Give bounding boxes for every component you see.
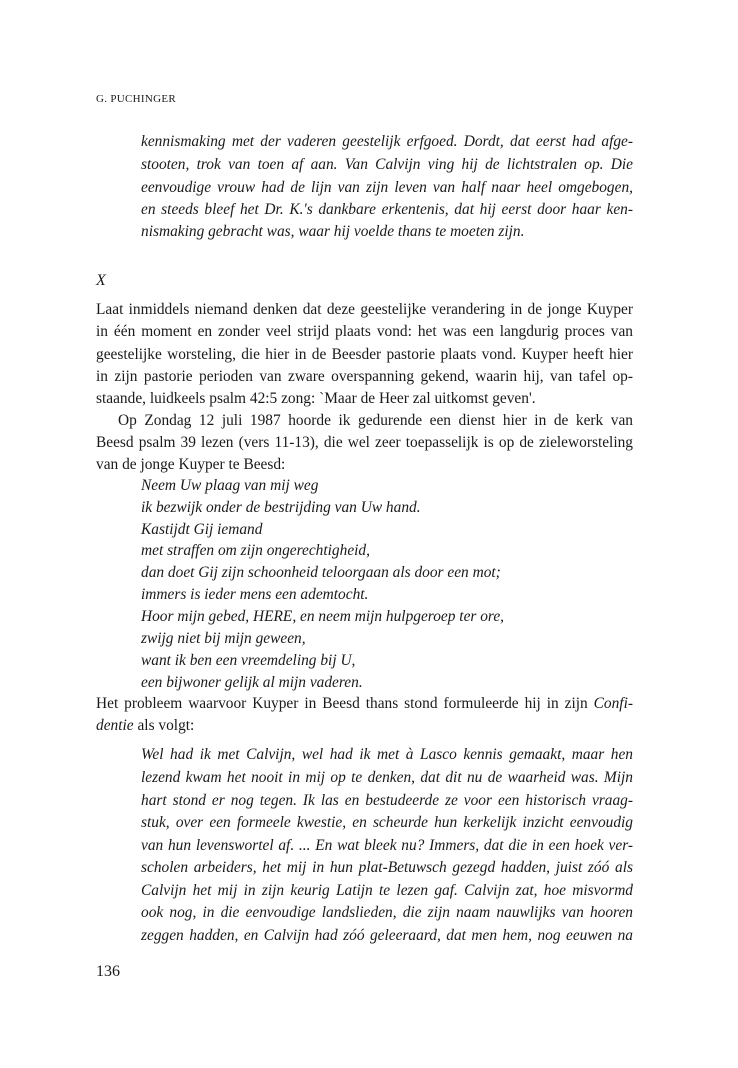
paragraph-line: Beesd psalm 39 lezen (vers 11-13), die wel zeer toepasselijk is op de zieleworsteling — [96, 434, 633, 451]
running-head: G. PUCHINGER — [96, 93, 176, 105]
psalm-verse-line: dan doet Gij zijn schoonheid teloorgaan als door een mot; — [141, 564, 501, 581]
paragraph-text: als volgt: — [137, 717, 195, 734]
psalm-verse-line: immers is ieder mens een ademtocht. — [141, 586, 369, 603]
quote-top-line: stooten, trok van toen af aan. Van Calvijn ving hij de lichtstralen op. Die — [141, 156, 633, 173]
quote-top-line: en steeds bleef het Dr. K.'s dankbare erkentenis, dat hij eerst door haar ken- — [141, 201, 633, 218]
quote-bottom-line: lezend kwam het nooit in mij op te denken, dat dit nu de waarheid was. Mijn — [141, 769, 633, 786]
psalm-verse-line: met straffen om zijn ongerechtigheid, — [141, 542, 370, 559]
psalm-verse-line: Neem Uw plaag van mij weg — [141, 477, 319, 494]
paragraph-line: van de jonge Kuyper te Beesd: — [96, 456, 286, 473]
paragraph-line: in zijn pastorie perioden van zware overspanning gekend, waarin hij, van tafel op- — [96, 368, 633, 385]
quote-bottom-line: van hun levenswortel af. ... En wat bleek nu? Immers, dat die in een hoek ver- — [141, 837, 633, 854]
quote-top-line: nismaking gebracht was, waar hij voelde thans te moeten zijn. — [141, 223, 525, 240]
psalm-verse-line: zwijg niet bij mijn geween, — [141, 630, 306, 647]
paragraph-text: Het probleem waarvoor Kuyper in Beesd thans stond formuleerde hij in zijn — [96, 695, 588, 712]
quote-bottom-line: Wel had ik met Calvijn, wel had ik met à Lasco kennis gemaakt, maar hen — [141, 746, 633, 763]
quote-bottom-line: stuk, over een formeele kwestie, en scheurde hun kerkelijk inzicht eenvoudig — [141, 814, 633, 831]
paragraph-line: geestelijke worsteling, die hier in de Beesder pastorie plaats vond. Kuyper heeft hier — [96, 346, 633, 363]
psalm-verse-line: een bijwoner gelijk al mijn vaderen. — [141, 674, 363, 691]
quote-bottom-line: zeggen hadden, en Calvijn had zóó geleeraard, dat men hem, nog eeuwen na — [141, 927, 633, 944]
psalm-verse-line: Hoor mijn gebed, HERE, en neem mijn hulpgeroep ter ore, — [141, 608, 505, 625]
quote-bottom-line: ook nog, in die eenvoudige landslieden, die zijn naam nauwlijks van hooren — [141, 904, 633, 921]
quote-top-line: kennismaking met der vaderen geestelijk erfgoed. Dordt, dat eerst had afge- — [141, 133, 633, 150]
quote-bottom-line: scholen arbeiders, het mij in hun plat-Betuwsch gezegd hadden, juist zóó als — [141, 859, 633, 876]
psalm-verse-line: Kastijdt Gij iemand — [141, 521, 263, 538]
paragraph-line: Laat inmiddels niemand denken dat deze geestelijke verandering in de jonge Kuyper — [96, 301, 633, 318]
book-title: dentie — [96, 717, 134, 734]
page-number: 136 — [96, 963, 120, 980]
quote-top-line: eenvoudige vrouw had de lijn van zijn leven van half naar heel omgebogen, — [141, 179, 633, 196]
paragraph-line — [96, 696, 633, 711]
paragraph-line: in één moment en zonder veel strijd plaats vond: het was een langdurig proces van — [96, 323, 633, 340]
section-heading: X — [96, 272, 106, 289]
psalm-verse-line: ik bezwijk onder de bestrijding van Uw hand. — [141, 499, 421, 516]
paragraph-line: Op Zondag 12 juli 1987 hoorde ik gedurende een dienst hier in de kerk van — [118, 412, 633, 429]
paragraph-line: staande, luidkeels psalm 42:5 zong: `Maar de Heer zal uitkomst geven'. — [96, 390, 536, 407]
book-title: Confi- — [593, 695, 633, 712]
psalm-verse-line: want ik ben een vreemdeling bij U, — [141, 652, 356, 669]
paragraph-line — [96, 718, 633, 733]
quote-bottom-line: hart stond er nog tegen. Ik las en bestudeerde ze voor een historisch vraag- — [141, 792, 633, 809]
quote-bottom-line: Calvijn het mij in zijn keurig Latijn te lezen gaf. Calvijn zat, hoe misvormd — [141, 882, 633, 899]
